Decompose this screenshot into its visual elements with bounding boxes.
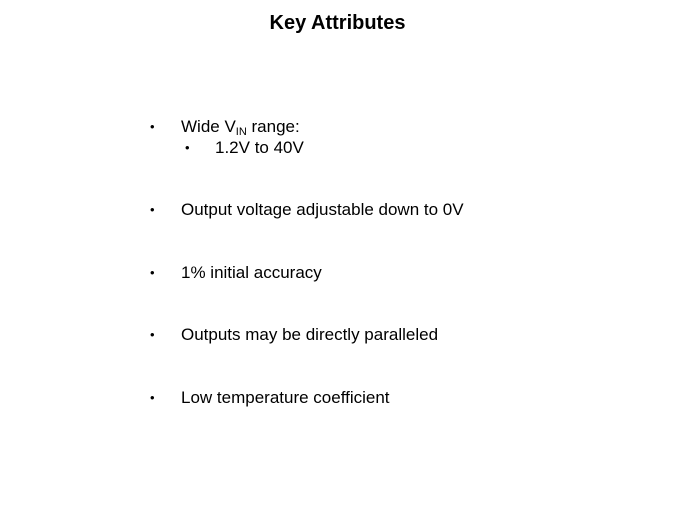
bullet-marker: •	[150, 202, 155, 217]
bullet-marker: •	[150, 119, 155, 134]
bullet-marker: •	[150, 390, 155, 405]
bullet-marker: •	[150, 327, 155, 342]
bullet-marker: •	[150, 265, 155, 280]
vin-subscript: IN	[235, 126, 247, 138]
sub-bullet-marker: •	[185, 140, 190, 155]
bullet-text: Output voltage adjustable down to 0V	[181, 200, 464, 219]
bullet-text: 1% initial accuracy	[181, 263, 322, 282]
bullet-text: Outputs may be directly paralleled	[181, 325, 439, 344]
bullet-text-suffix: range:	[246, 117, 300, 136]
bullet-text-prefix: Wide V	[181, 117, 236, 136]
bullet-text	[181, 116, 300, 137]
bullet-text: Low temperature coefficient	[181, 388, 390, 407]
sub-bullet-text: 1.2V to 40V	[215, 138, 304, 157]
slide-title: Key Attributes	[269, 12, 406, 34]
